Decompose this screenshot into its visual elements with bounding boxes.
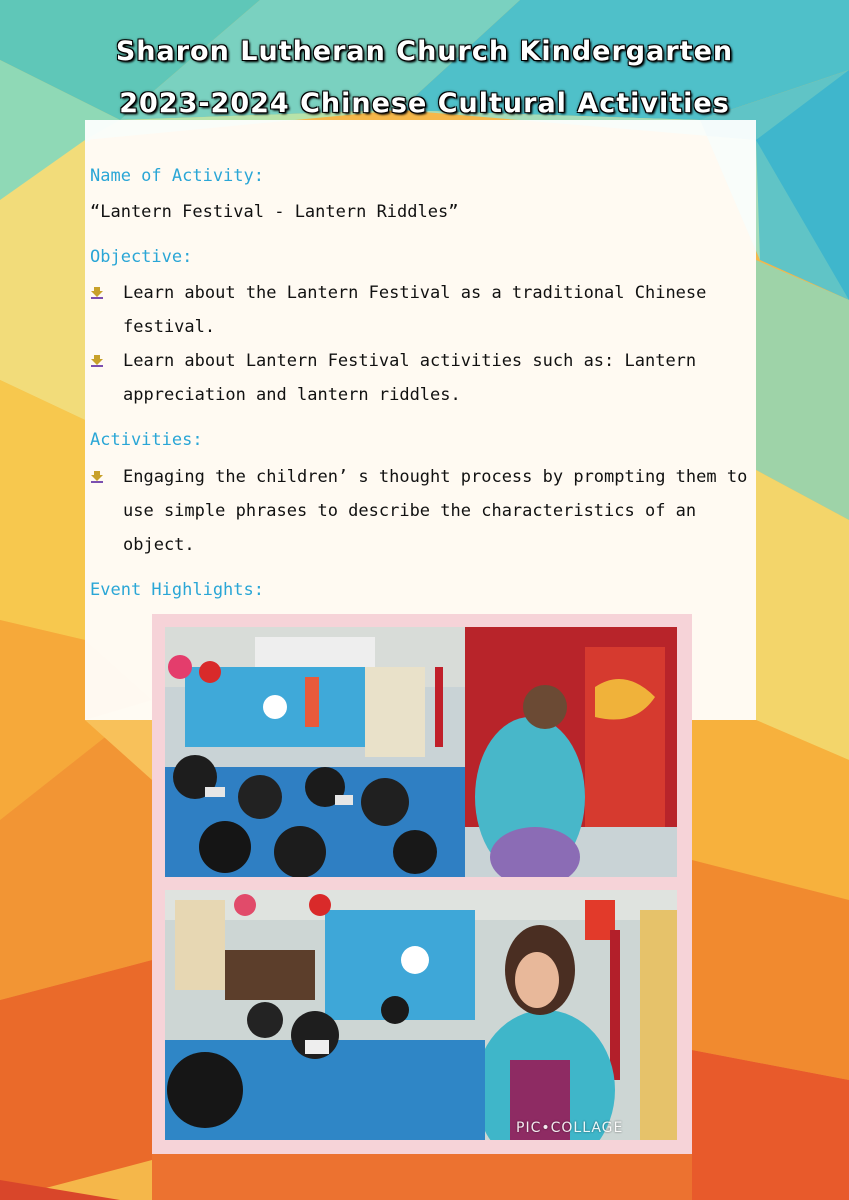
activities-heading: Activities:	[90, 430, 203, 450]
objective-item-2-line1: Learn about Lantern Festival activities such as: Lantern	[123, 351, 697, 371]
bullet-arrow-icon	[90, 470, 104, 484]
objective-heading: Objective:	[90, 247, 193, 267]
classroom-photo-2	[165, 890, 677, 1140]
objective-item-1-line2: festival.	[123, 317, 216, 337]
activities-item-1-line3: object.	[123, 535, 195, 555]
activities-item-1-line1: Engaging the children’ s thought process by prompting them to	[123, 467, 748, 487]
page-title-line1: Sharon Lutheran Church Kindergarten	[115, 36, 734, 67]
activity-name-value: “Lantern Festival - Lantern Riddles”	[90, 202, 459, 222]
activities-item-1-line2: use simple phrases to describe the characteristics of an	[123, 501, 697, 521]
objective-item-1-line1: Learn about the Lantern Festival as a traditional Chinese	[123, 283, 707, 303]
event-highlights-heading: Event Highlights:	[90, 580, 264, 600]
pic-collage-watermark: PIC•COLLAGE	[516, 1120, 624, 1136]
classroom-photo-1	[165, 627, 677, 877]
bullet-arrow-icon	[90, 354, 104, 368]
page-title-line2: 2023-2024 Chinese Cultural Activities	[119, 88, 730, 119]
activity-name-heading: Name of Activity:	[90, 166, 264, 186]
objective-item-2-line2: appreciation and lantern riddles.	[123, 385, 461, 405]
bullet-arrow-icon	[90, 286, 104, 300]
